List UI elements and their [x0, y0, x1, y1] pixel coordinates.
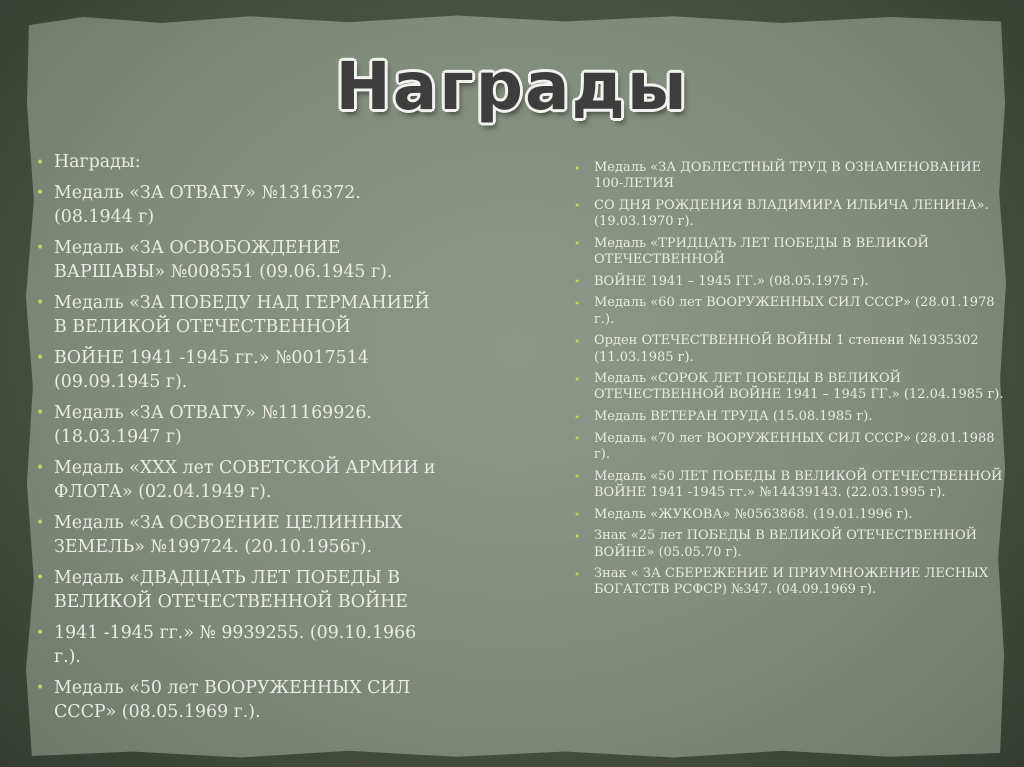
list-item: • Награды:	[36, 150, 436, 175]
list-item: • Орден ОТЕЧЕСТВЕННОЙ ВОЙНЫ 1 степени №1935302 (11.03.1985 г).	[574, 333, 1004, 365]
list-item: • Медаль «СОРОК ЛЕТ ПОБЕДЫ В ВЕЛИКОЙ ОТЕЧЕСТВЕННОЙ ВОЙНЕ 1941 – 1945 ГГ.» (12.04.1985 г).	[574, 371, 1004, 403]
list-item: • Медаль «ЗА ПОБЕДУ НАД ГЕРМАНИЕЙ В ВЕЛИКОЙ ОТЕЧЕСТВЕННОЙ	[36, 291, 436, 340]
list-item: • Медаль «ТРИДЦАТЬ ЛЕТ ПОБЕДЫ В ВЕЛИКОЙ ОТЕЧЕСТВЕННОЙ	[574, 236, 1004, 268]
list-item: • ВОЙНЕ 1941 -1945 гг.» №0017514 (09.09.1945 г).	[36, 346, 436, 395]
list-item: • Медаль «ЖУКОВА» №0563868. (19.01.1996 г).	[574, 507, 1004, 523]
list-item: • Знак «25 лет ПОБЕДЫ В ВЕЛИКОЙ ОТЕЧЕСТВЕННОЙ ВОЙНЕ» (05.05.70 г).	[574, 528, 1004, 560]
list-item: • Медаль «ХХХ лет СОВЕТСКОЙ АРМИИ и ФЛОТА» (02.04.1949 г).	[36, 456, 436, 505]
list-item: • ВОЙНЕ 1941 – 1945 ГГ.» (08.05.1975 г).	[574, 274, 1004, 290]
list-item: • Медаль «70 лет ВООРУЖЕННЫХ СИЛ СССР» (28.01.1988 г).	[574, 431, 1004, 463]
list-item: • Знак « ЗА СБЕРЕЖЕНИЕ И ПРИУМНОЖЕНИЕ ЛЕСНЫХ БОГАТСТВ РСФСР) №347. (04.09.1969 г).	[574, 566, 1004, 598]
list-item: • Медаль «ЗА ОСВОБОЖДЕНИЕ ВАРШАВЫ» №008551 (09.06.1945 г).	[36, 236, 436, 285]
list-item: • Медаль «ДВАДЦАТЬ ЛЕТ ПОБЕДЫ В ВЕЛИКОЙ ОТЕЧЕСТВЕННОЙ ВОЙНЕ	[36, 566, 436, 615]
list-item: • Медаль «ЗА ОТВАГУ» №11169926. (18.03.1947 г)	[36, 401, 436, 450]
list-item: • Медаль «ЗА ОСВОЕНИЕ ЦЕЛИННЫХ ЗЕМЕЛЬ» №199724. (20.10.1956г).	[36, 511, 436, 560]
list-item: • Медаль «ЗА ОТВАГУ» №1316372. (08.1944 г)	[36, 181, 436, 230]
list-item: • Медаль ВЕТЕРАН ТРУДА (15.08.1985 г).	[574, 409, 1004, 425]
page-title: Награды	[335, 48, 689, 125]
awards-list-right	[574, 160, 1004, 604]
list-item: • Медаль «50 лет ВООРУЖЕННЫХ СИЛ СССР» (08.05.1969 г.).	[36, 676, 436, 725]
list-item: • Медаль «60 лет ВООРУЖЕННЫХ СИЛ СССР» (28.01.1978 г.).	[574, 295, 1004, 327]
list-item: • Медаль «50 ЛЕТ ПОБЕДЫ В ВЕЛИКОЙ ОТЕЧЕСТВЕННОЙ ВОЙНЕ 1941 -1945 гг.» №14439143. (22.03.1995 г).	[574, 469, 1004, 501]
list-item: • СО ДНЯ РОЖДЕНИЯ ВЛАДИМИРА ИЛЬИЧА ЛЕНИНА». (19.03.1970 г).	[574, 198, 1004, 230]
list-item: • Медаль «ЗА ДОБЛЕСТНЫЙ ТРУД В ОЗНАМЕНОВАНИЕ 100-ЛЕТИЯ	[574, 160, 1004, 192]
list-item: • 1941 -1945 гг.» № 9939255. (09.10.1966 г.).	[36, 621, 436, 670]
awards-list-left	[36, 150, 436, 731]
